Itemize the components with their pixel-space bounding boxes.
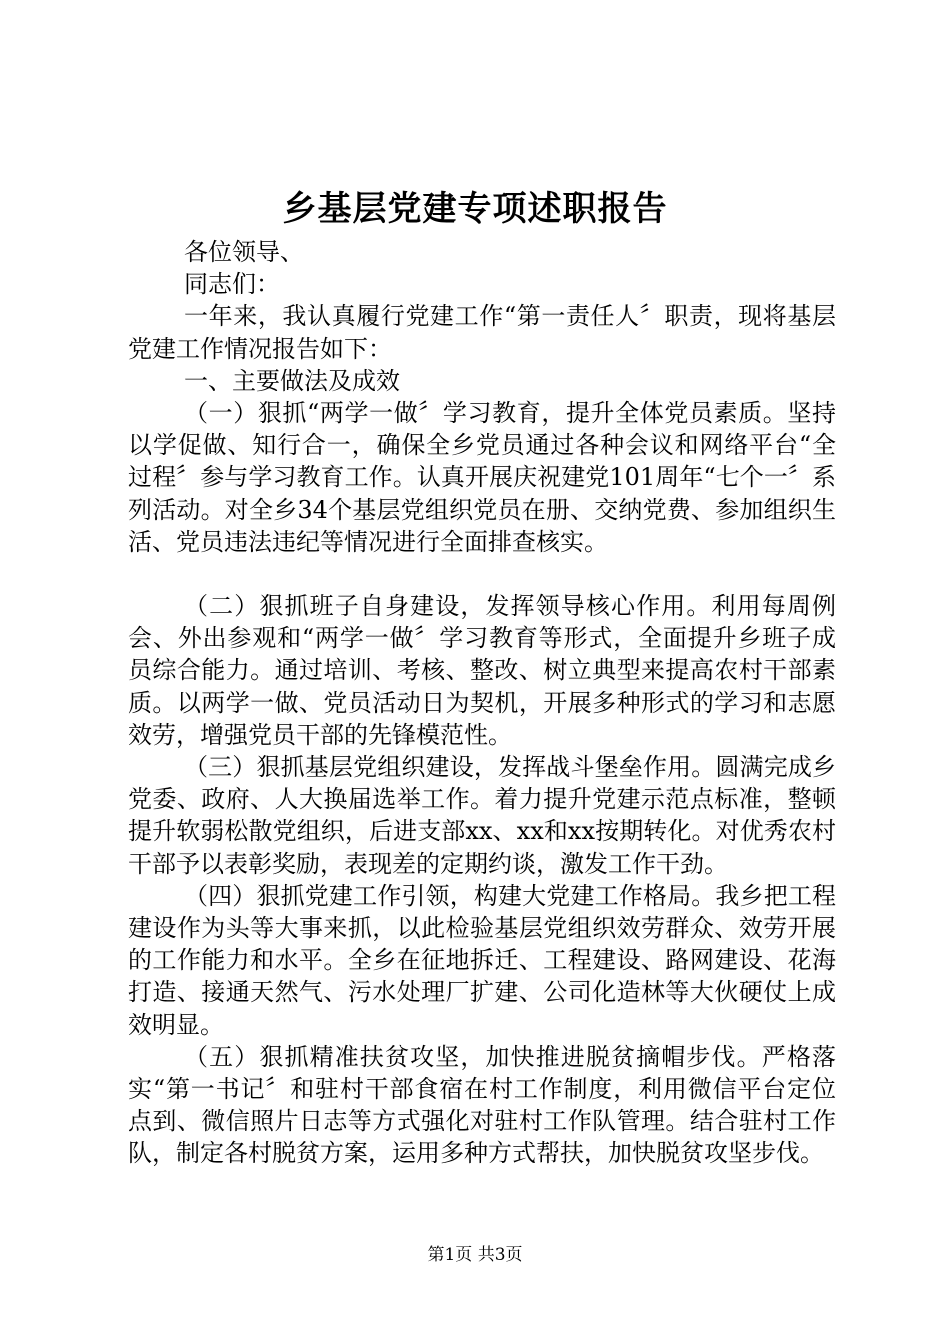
salutation-leaders: 各位领导、: [184, 238, 304, 266]
paragraph-2: （二）狠抓班子自身建设，发挥领导核心作用。利用每周例会、外出参观和“两学一做〞学习教育等形式，全面提升乡班子成员综合能力。通过培训、考核、整改、树立典型来提高农村干部素质。以两学一做、党员活动日为契机，开展多种形式的学习和志愿效劳，增强党员干部的先锋模范性。: [128, 592, 836, 749]
paragraph-4: （四）狠抓党建工作引领，构建大党建工作格局。我乡把工程建设作为头等大事来抓，以此检验基层党组织效劳群众、效劳开展的工作能力和水平。全乡在征地拆迁、工程建设、路网建设、花海打造、接通天然气、污水处理厂扩建、公司化造林等大伙硬仗上成效明显。: [128, 881, 836, 1039]
paragraph-5: （五）狠抓精准扶贫攻坚，加快推进脱贫摘帽步伐。严格落实“第一书记〞和驻村干部食宿在村工作制度，利用微信平台定位点到、微信照片日志等方式强化对驻村工作队管理。结合驻村工作队，制定各村脱贫方案，运用多种方式帮扶，加快脱贫攻坚步伐。: [128, 1042, 836, 1168]
salutation-comrades: 同志们：: [184, 270, 280, 299]
intro-paragraph: 一年来，我认真履行党建工作“第一责任人〞职责，现将基层党建工作情况报告如下：: [128, 302, 836, 363]
section-heading: 一、主要做法及成效: [184, 366, 400, 395]
document-title: 乡基层党建专项述职报告: [282, 189, 668, 229]
paragraph-3: （三）狠抓基层党组织建设，发挥战斗堡垒作用。圆满完成乡党委、政府、人大换届选举工作。着力提升党建示范点标准，整顿提升软弱松散党组织，后进支部xx、xx和xx按期转化。对优秀农村干部予以表彰奖励，表现差的定期约谈，激发工作干劲。: [128, 753, 836, 878]
paragraph-1: （一）狠抓“两学一做〞学习教育，提升全体党员素质。坚持以学促做、知行合一，确保全乡党员通过各种会议和网络平台“全过程〞参与学习教育工作。认真开展庆祝建党101周年“七个一〞系列活动。对全乡34个基层党组织党员在册、交纳党费、参加组织生活、党员违法违纪等情况进行全面排查核实。: [128, 399, 836, 556]
document-body: [128, 236, 836, 1170]
paragraph-gap: [128, 558, 836, 590]
page-footer: 第1页 共3页: [427, 1245, 523, 1265]
